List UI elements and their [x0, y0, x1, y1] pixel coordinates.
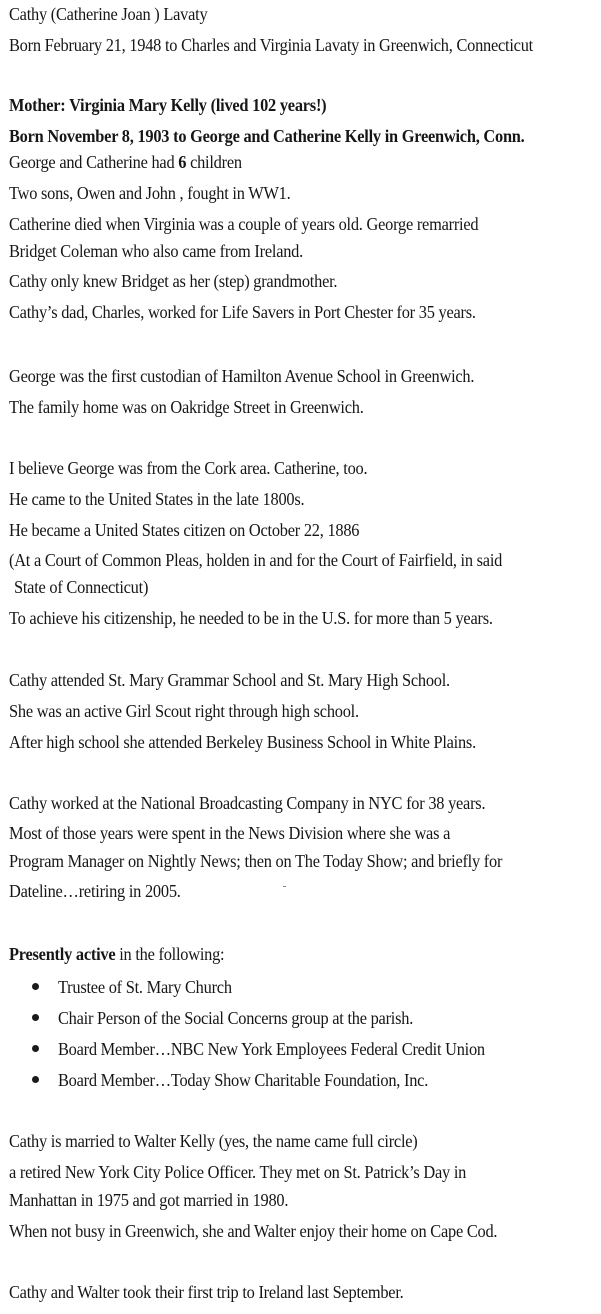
step-grandmother-line: Cathy only knew Bridget as her (step) grandmother.	[9, 271, 338, 291]
cape-cod-line: When not busy in Greenwich, she and Walter enjoy their home on Cape Cod.	[9, 1221, 498, 1241]
mother-heading: Mother: Virginia Mary Kelly (lived 102 years!)	[9, 95, 327, 115]
dad-work-line: Cathy’s dad, Charles, worked for Life Savers in Port Chester for 35 years.	[9, 302, 476, 322]
program-manager-line: Program Manager on Nightly News; then on The Today Show; and briefly for	[9, 851, 503, 871]
manhattan-line: Manhattan in 1975 and got married in 1980.	[9, 1190, 289, 1210]
sons-line: Two sons, Owen and John , fought in WW1.	[9, 183, 291, 203]
scan-speck	[283, 886, 286, 887]
children-prefix: George and Catherine had	[9, 152, 179, 172]
mother-birth-line: Born November 8, 1903 to George and Catherine Kelly in Greenwich, Conn.	[9, 126, 525, 146]
bullet-icon	[32, 1014, 39, 1021]
bridget-line: Bridget Coleman who also came from Ireland.	[9, 241, 303, 261]
children-suffix: children	[186, 152, 242, 172]
court-line: (At a Court of Common Pleas, holden in and for the Court of Fairfield, in said	[9, 550, 503, 570]
police-officer-line: a retired New York City Police Officer. They met on St. Patrick’s Day in	[9, 1162, 467, 1182]
catherine-died-line: Catherine died when Virginia was a couple of years old. George remarried	[9, 214, 479, 234]
bullet-icon	[32, 1045, 39, 1052]
state-line: State of Connecticut)	[14, 577, 149, 597]
bullet-icon	[32, 1076, 39, 1083]
active-list-item: Chair Person of the Social Concerns group at the parish.	[58, 1008, 414, 1028]
came-to-us-line: He came to the United States in the late 1800s.	[9, 489, 305, 509]
active-list-item: Board Member…Today Show Charitable Foundation, Inc.	[58, 1070, 429, 1090]
news-division-line: Most of those years were spent in the News Division where she was a	[9, 823, 451, 843]
bullet-icon	[32, 983, 39, 990]
presently-active-bold: Presently active	[9, 944, 116, 964]
dateline-line: Dateline…retiring in 2005.	[9, 881, 181, 901]
active-list-item: Board Member…NBC New York Employees Federal Credit Union	[58, 1039, 485, 1059]
citizen-date-line: He became a United States citizen on October 22, 1886	[9, 520, 360, 540]
name-line: Cathy (Catherine Joan ) Lavaty	[9, 4, 208, 24]
business-school-line: After high school she attended Berkeley Business School in White Plains.	[9, 732, 476, 752]
married-line: Cathy is married to Walter Kelly (yes, the name came full circle)	[9, 1131, 418, 1151]
girl-scout-line: She was an active Girl Scout right through high school.	[9, 701, 359, 721]
nbc-line: Cathy worked at the National Broadcasting Company in NYC for 38 years.	[9, 793, 486, 813]
family-home-line: The family home was on Oakridge Street in Greenwich.	[9, 397, 364, 417]
citizenship-years-line: To achieve his citizenship, he needed to be in the U.S. for more than 5 years.	[9, 608, 493, 628]
cork-line: I believe George was from the Cork area. Catherine, too.	[9, 458, 368, 478]
school-line: Cathy attended St. Mary Grammar School and St. Mary High School.	[9, 670, 450, 690]
custodian-line: George was the first custodian of Hamilton Avenue School in Greenwich.	[9, 366, 475, 386]
active-list-item: Trustee of St. Mary Church	[58, 977, 232, 997]
children-count: 6	[178, 152, 187, 172]
ireland-trip-line: Cathy and Walter took their first trip to Ireland last September.	[9, 1282, 404, 1302]
birth-line: Born February 21, 1948 to Charles and Virginia Lavaty in Greenwich, Connecticut	[9, 35, 533, 55]
children-line	[9, 150, 242, 174]
presently-active-rest: in the following:	[115, 944, 225, 964]
presently-active-heading	[9, 942, 224, 966]
